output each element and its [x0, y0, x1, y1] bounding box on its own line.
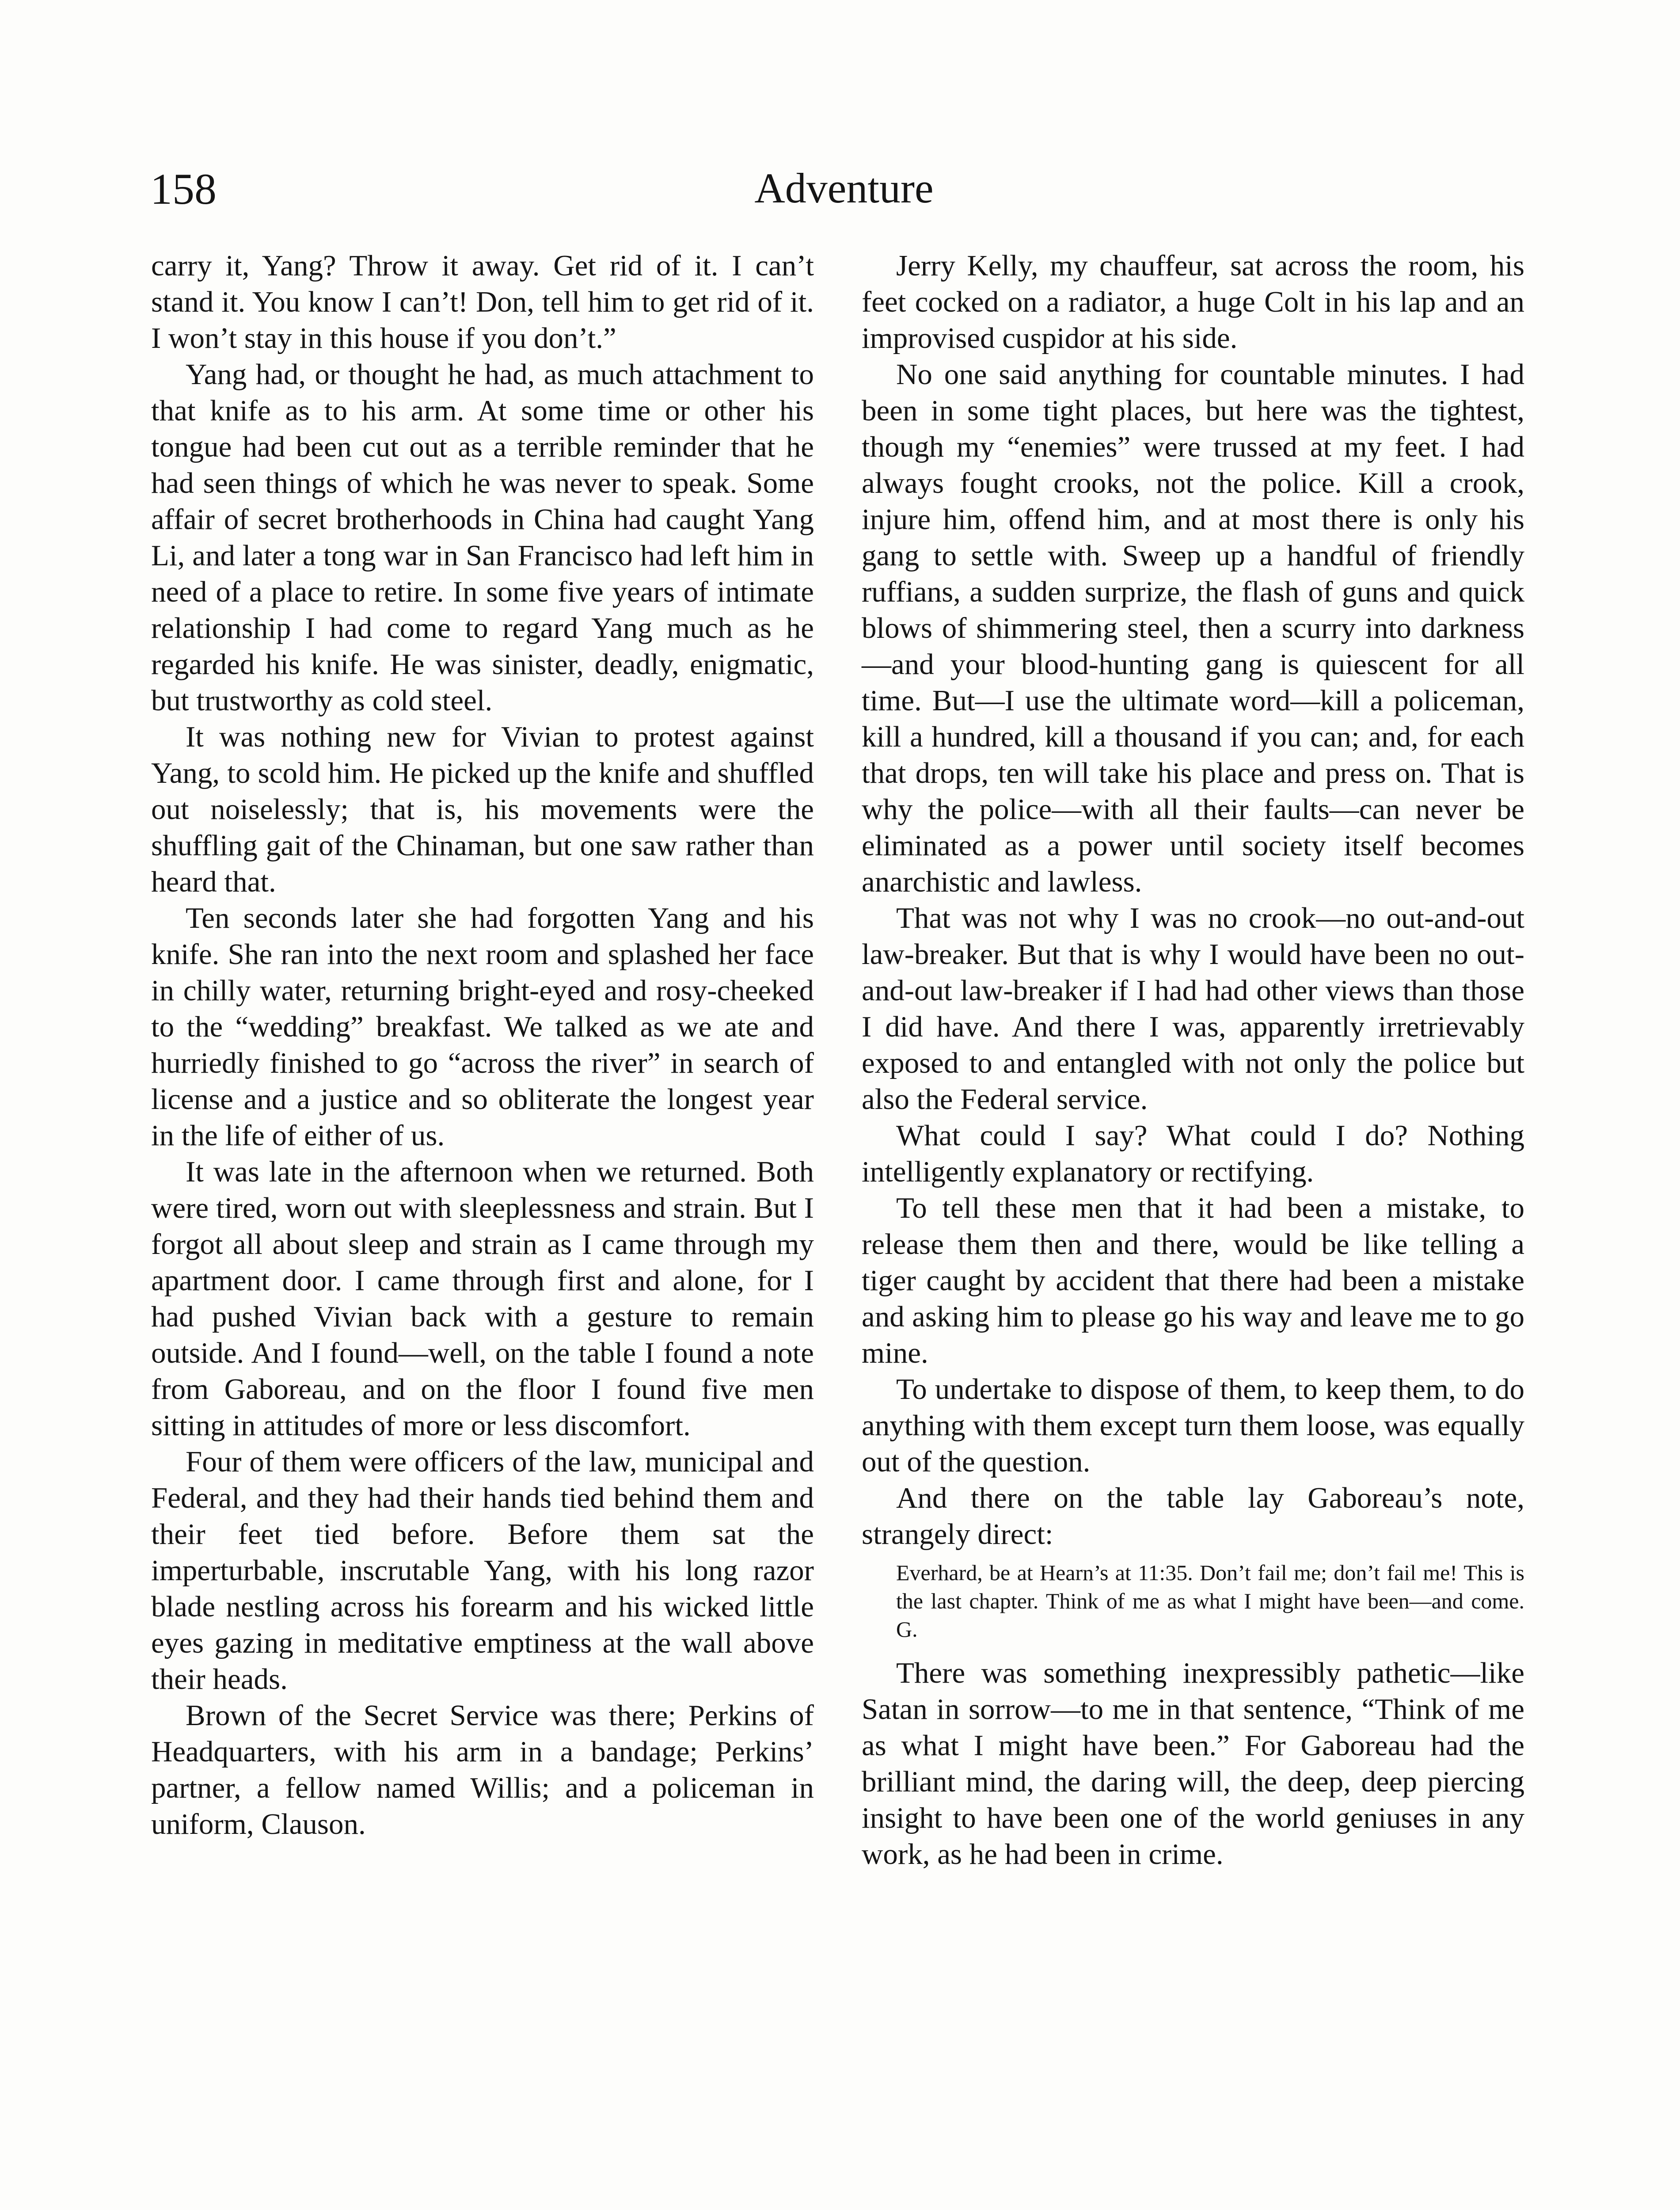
- paragraph: What could I say? What could I do? Nothing intelligently explanatory or rectifying.: [862, 1119, 1524, 1188]
- paragraph: That was not why I was no crook—no out-and-out law-breaker. But that is why I would have been no out-and-out law-breaker if I had had other views than those I did have. And there I was, apparently irretrievably exposed to and entangled with not only the police but also the Federal service.: [862, 902, 1524, 1116]
- paragraph: There was something inexpressibly pathetic—like Satan in sorrow—to me in that sentence, “Think of me as what I might have been.” For Gaboreau had the brilliant mind, the daring will, the deep, deep piercing insight to have been one of the world geniuses in any work, as he had been in crime.: [862, 1657, 1524, 1871]
- paragraph: It was late in the afternoon when we returned. Both were tired, worn out with sleeplessness and strain. But I forgot all about sleep and strain as I came through my apartment door. I came through first and alone, for I had pushed Vivian back with a gesture to remain outside. And I found—well, on the table I found a note from Gaboreau, and on the floor I found five men sitting in attitudes of more or less discomfort.: [151, 1155, 814, 1442]
- paragraph: It was nothing new for Vivian to protest against Yang, to scold him. He picked up the knife and shuffled out noiselessly; that is, his movements were the shuffling gait of the Chinaman, but one saw rather than heard that.: [151, 720, 814, 898]
- gaboreau-note: Everhard, be at Hearn’s at 11:35. Don’t fail me; don’t fail me! This is the last chapter. Think of me as what I might have been—and come. G.: [896, 1560, 1524, 1642]
- paragraph: To tell these men that it had been a mistake, to release them then and there, would be like telling a tiger caught by accident that there had been a mistake and asking him to please go his way and leave me to go mine.: [862, 1192, 1524, 1369]
- paragraph: And there on the table lay Gaboreau’s note, strangely direct:: [862, 1482, 1524, 1551]
- paragraph: Jerry Kelly, my chauffeur, sat across the room, his feet cocked on a radiator, a huge Colt in his lap and an improvised cuspidor at his side.: [862, 249, 1524, 354]
- left-column: [151, 248, 814, 1842]
- running-title: Adventure: [754, 164, 934, 212]
- page-header: [150, 164, 1538, 217]
- paragraph: No one said anything for countable minutes. I had been in some tight places, but here was the tightest, though my “enemies” were trussed at my feet. I had always fought crooks, not the police. Kill a crook, injure him, offend him, and at most there is only his gang to settle with. Sweep up a handful of friendly ruffians, a sudden surprize, the flash of guns and quick blows of shimmering steel, then a scurry into darkness—and your blood-hunting gang is quiescent for all time. But—I use the ultimate word—kill a policeman, kill a hundred, kill a thousand if you can; and, for each that drops, ten will take his place and press on. That is why the police—with all their faults—can never be eliminated as a power until society itself becomes anarchistic and lawless.: [862, 358, 1524, 898]
- paragraph: To undertake to dispose of them, to keep them, to do anything with them except turn them loose, was equally out of the question.: [862, 1373, 1524, 1478]
- right-column: [862, 248, 1524, 1872]
- paragraph: Four of them were officers of the law, municipal and Federal, and they had their hands tied behind them and their feet tied before. Before them sat the imperturbable, inscrutable Yang, with his long razor blade nestling across his forearm and his wicked little eyes gazing in meditative emptiness at the wall above their heads.: [151, 1445, 814, 1696]
- paragraph: Brown of the Secret Service was there; Perkins of Headquarters, with his arm in a bandage; Perkins’ partner, a fellow named Willis; and a policeman in uniform, Clauson.: [151, 1699, 814, 1840]
- paragraph: Ten seconds later she had forgotten Yang and his knife. She ran into the next room and splashed her face in chilly water, returning bright-eyed and rosy-cheeked to the “wedding” breakfast. We talked as we ate and hurriedly finished to go “across the river” in search of license and a justice and so obliterate the longest year in the life of either of us.: [151, 902, 814, 1152]
- paragraph: carry it, Yang? Throw it away. Get rid of it. I can’t stand it. You know I can’t! Don, tell him to get rid of it. I won’t stay in this house if you don’t.”: [151, 249, 814, 354]
- paragraph: Yang had, or thought he had, as much attachment to that knife as to his arm. At some time or other his tongue had been cut out as a terrible reminder that he had seen things of which he was never to speak. Some affair of secret brotherhoods in China had caught Yang Li, and later a tong war in San Francisco had left him in need of a place to retire. In some five years of intimate relationship I had come to regard Yang much as he regarded his knife. He was sinister, deadly, enigmatic, but trustworthy as cold steel.: [151, 358, 814, 717]
- page-number: 158: [150, 164, 217, 213]
